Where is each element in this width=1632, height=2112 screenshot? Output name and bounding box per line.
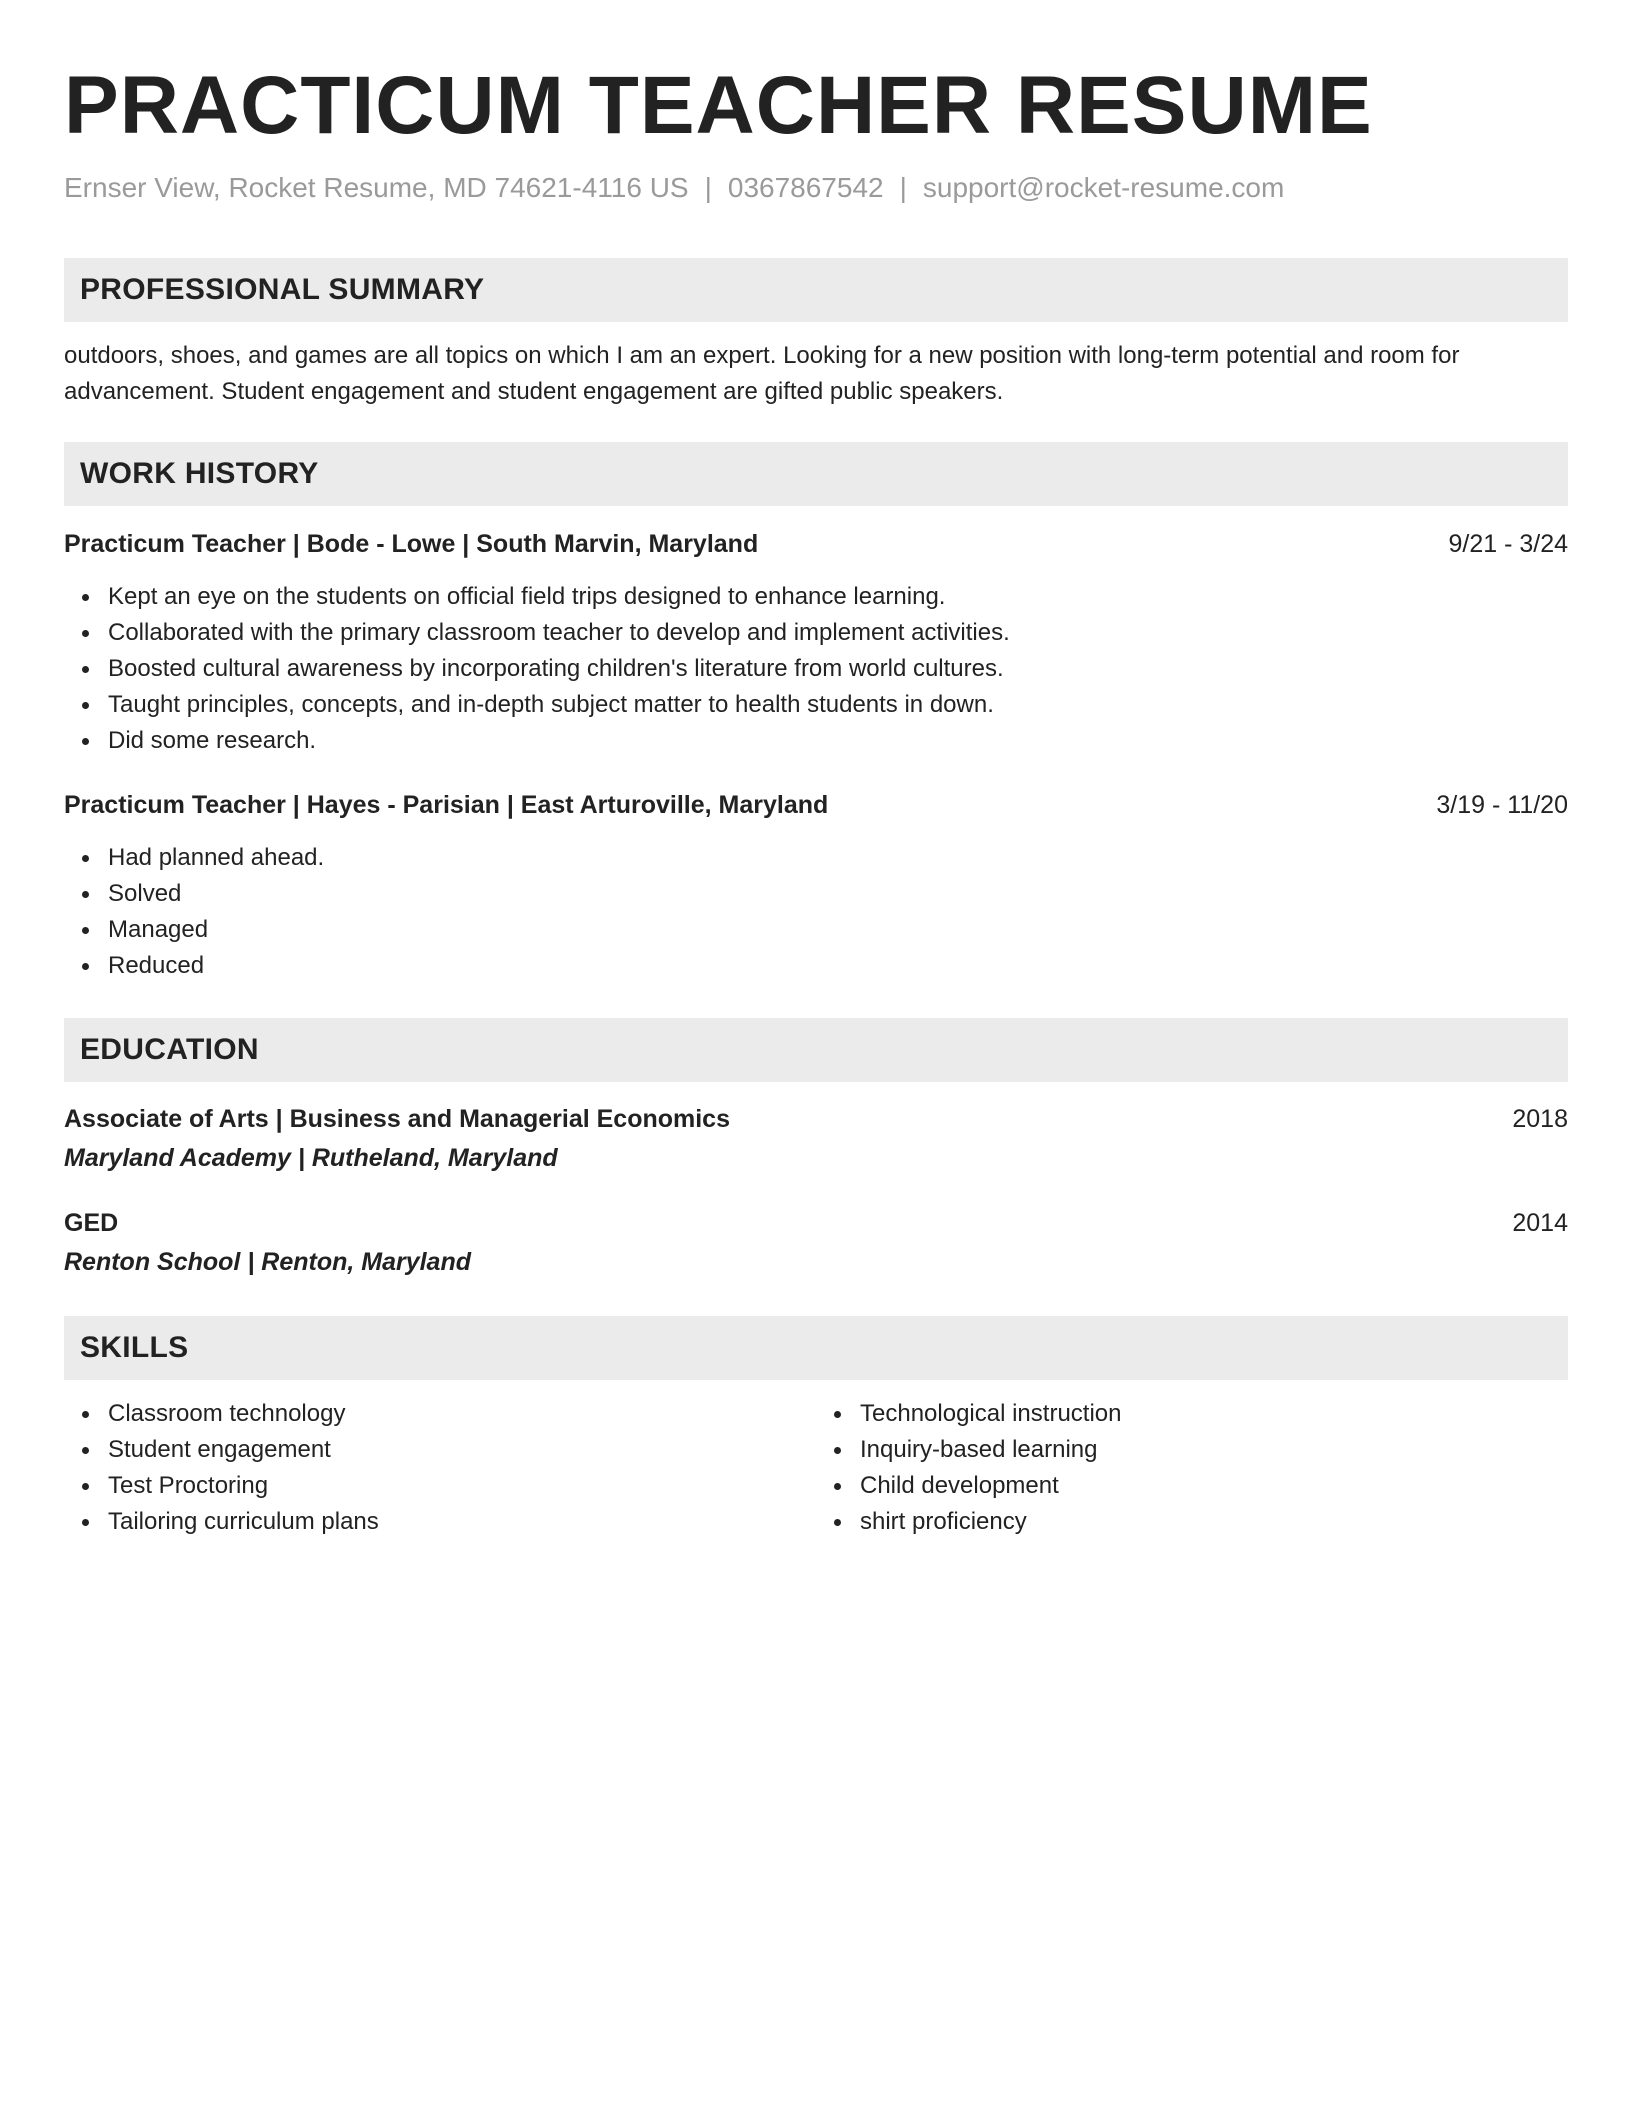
skill-item: Test Proctoring	[108, 1468, 816, 1504]
summary-heading: PROFESSIONAL SUMMARY	[64, 258, 1568, 322]
job-bullet: Collaborated with the primary classroom teacher to develop and implement activities.	[108, 615, 1568, 651]
job-entry	[64, 787, 1568, 984]
job-title: Practicum Teacher | Hayes - Parisian | East Arturoville, Maryland	[64, 791, 829, 819]
skills-bullets	[816, 1396, 1568, 1540]
education-year: 2018	[1512, 1105, 1568, 1133]
contact-line	[64, 170, 1568, 206]
job-bullets	[64, 579, 1568, 759]
job-header	[64, 787, 1568, 823]
education-entry	[64, 1100, 1568, 1178]
contact-separator: |	[704, 172, 712, 203]
education-heading: EDUCATION	[64, 1018, 1568, 1082]
job-dates: 9/21 - 3/24	[1448, 530, 1568, 558]
summary-text: outdoors, shoes, and games are all topics on which I am an expert. Looking for a new position with long-term potential and room for advancement. Student engagement and student engagement are gifted public speakers.	[64, 342, 1460, 405]
job-bullet: Had planned ahead.	[108, 840, 1568, 876]
job-bullet: Reduced	[108, 948, 1568, 984]
education-school: Renton School | Renton, Maryland	[64, 1248, 472, 1276]
job-bullet: Kept an eye on the students on official field trips designed to enhance learning.	[108, 579, 1568, 615]
skill-item: Classroom technology	[108, 1396, 816, 1432]
education-header	[64, 1100, 1568, 1138]
resume-title: PRACTICUM TEACHER RESUME	[64, 60, 1373, 151]
contact-email: support@rocket-resume.com	[922, 172, 1285, 203]
job-bullet: Managed	[108, 912, 1568, 948]
education-degree: GED	[64, 1209, 119, 1237]
job-bullet: Did some research.	[108, 723, 1568, 759]
education-header	[64, 1204, 1568, 1242]
education-school: Maryland Academy | Rutheland, Maryland	[64, 1144, 558, 1172]
skill-item: shirt proficiency	[860, 1504, 1568, 1540]
job-dates: 3/19 - 11/20	[1436, 791, 1568, 819]
job-header	[64, 526, 1568, 562]
job-title: Practicum Teacher | Bode - Lowe | South Marvin, Maryland	[64, 530, 759, 558]
job-bullet: Solved	[108, 876, 1568, 912]
skill-item: Technological instruction	[860, 1396, 1568, 1432]
job-bullets	[64, 840, 1568, 984]
skill-item: Tailoring curriculum plans	[108, 1504, 816, 1540]
job-entry	[64, 526, 1568, 759]
skills-heading: SKILLS	[64, 1316, 1568, 1380]
education-year: 2014	[1512, 1209, 1568, 1237]
skill-item: Inquiry-based learning	[860, 1432, 1568, 1468]
contact-separator: |	[899, 172, 907, 203]
education-entry	[64, 1204, 1568, 1282]
skills-column-left	[64, 1396, 816, 1540]
skills-column-right	[816, 1396, 1568, 1540]
work-history-heading: WORK HISTORY	[64, 442, 1568, 506]
skills-list	[64, 1396, 1568, 1540]
skills-bullets	[64, 1396, 816, 1540]
contact-address: Ernser View, Rocket Resume, MD 74621-4116 US	[64, 172, 689, 203]
education-degree: Associate of Arts | Business and Managerial Economics	[64, 1105, 730, 1133]
contact-phone: 0367867542	[727, 172, 884, 203]
skill-item: Child development	[860, 1468, 1568, 1504]
job-bullet: Boosted cultural awareness by incorporating children's literature from world cultures.	[108, 651, 1568, 687]
job-bullet: Taught principles, concepts, and in-depth subject matter to health students in down.	[108, 687, 1568, 723]
skill-item: Student engagement	[108, 1432, 816, 1468]
